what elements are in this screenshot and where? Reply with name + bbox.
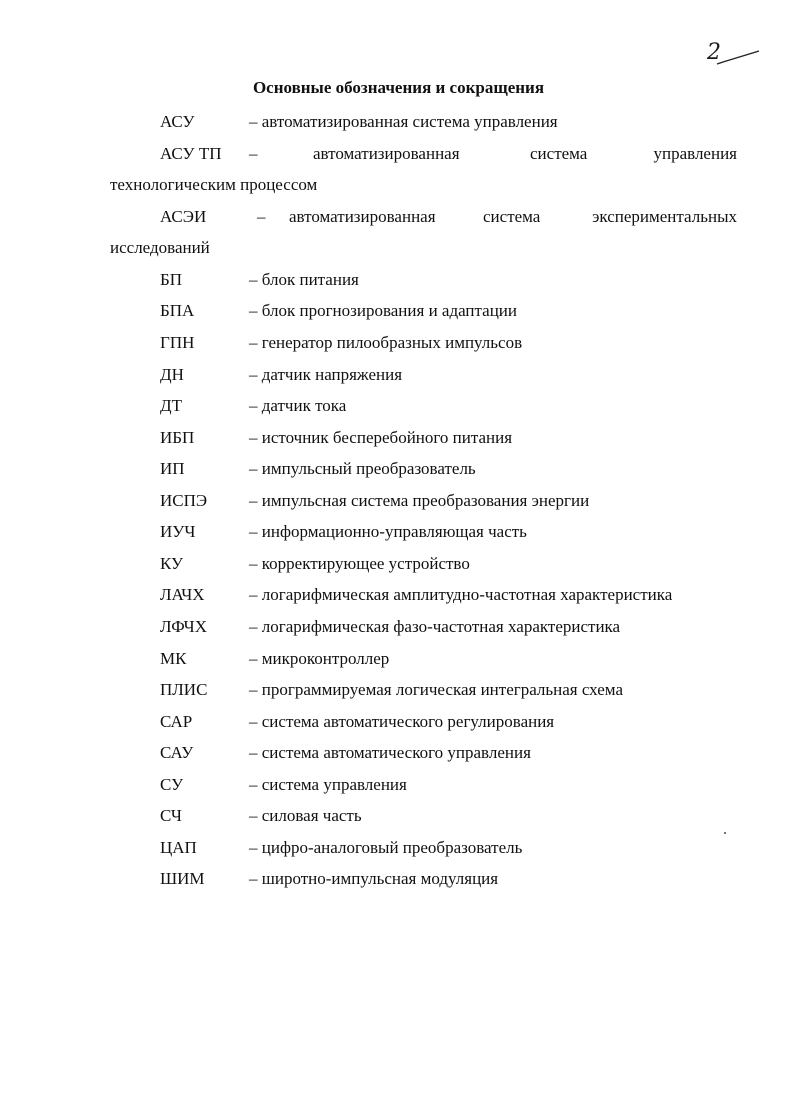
page-title: Основные обозначения и сокращения	[252, 78, 545, 97]
definition-word: автоматизированная	[313, 144, 460, 163]
abbreviation-definition: – цифро-аналоговый преобразователь	[249, 838, 523, 857]
abbreviation-definition: – система автоматического управления	[249, 743, 531, 762]
abbreviation-definition: – система автоматического регулирования	[249, 712, 555, 731]
abbreviation-term: САУ	[160, 743, 194, 762]
abbreviation-definition: – источник бесперебойного питания	[249, 428, 513, 447]
abbreviation-term: ПЛИС	[160, 680, 208, 699]
abbreviation-term: САР	[160, 712, 193, 731]
abbreviation-definition: – микроконтроллер	[249, 649, 390, 668]
abbreviation-term: АСЭИ	[160, 207, 207, 226]
abbreviation-entry-wrapped	[160, 205, 737, 229]
abbreviation-term: ИУЧ	[160, 522, 196, 541]
abbreviation-term: ШИМ	[160, 869, 205, 888]
abbreviation-term: ЛФЧХ	[160, 617, 207, 636]
definition-word: управления	[653, 144, 737, 163]
abbreviation-definition: – информационно-управляющая часть	[249, 522, 527, 541]
definition-word: система	[530, 144, 588, 163]
abbreviation-term: КУ	[160, 554, 184, 573]
definition-continuation: технологическим процессом	[110, 175, 318, 194]
abbreviation-definition: – генератор пилообразных импульсов	[249, 333, 523, 352]
abbreviation-term: АСУ ТП	[160, 144, 222, 163]
abbreviation-term: СЧ	[160, 806, 182, 825]
abbreviation-definition: – силовая часть	[249, 806, 362, 825]
abbreviation-definition: – широтно-импульсная модуляция	[249, 869, 499, 888]
abbreviation-definition: – программируемая логическая интегральная схема	[249, 680, 623, 699]
definition-word: система	[483, 207, 541, 226]
abbreviation-term: ДТ	[160, 396, 182, 415]
abbreviation-term: ИБП	[160, 428, 195, 447]
abbreviation-definition: – датчик напряжения	[249, 365, 403, 384]
abbreviation-term: ИП	[160, 459, 185, 478]
abbreviation-definition: – датчик тока	[249, 396, 347, 415]
definition-continuation: исследований	[110, 238, 210, 257]
abbreviation-definition: – автоматизированная система управления	[249, 112, 558, 131]
abbreviation-definition: – логарифмическая фазо-частотная характеристика	[249, 617, 621, 636]
definition-dash: –	[257, 207, 266, 226]
abbreviation-term: ЦАП	[160, 838, 197, 857]
page-number-digit: 2	[707, 40, 721, 65]
abbreviation-term: СУ	[160, 775, 184, 794]
abbreviation-definition: – блок прогнозирования и адаптации	[249, 301, 517, 320]
abbreviation-definition: – система управления	[249, 775, 407, 794]
scan-speck	[724, 832, 726, 834]
abbreviation-definition: – импульсная система преобразования энергии	[249, 491, 590, 510]
definition-word: автоматизированная	[289, 207, 436, 226]
abbreviation-definition: – блок питания	[249, 270, 359, 289]
abbreviation-term: АСУ	[160, 112, 195, 131]
abbreviation-term: ГПН	[160, 333, 195, 352]
abbreviation-term: ИСПЭ	[160, 491, 208, 510]
abbreviation-entry-wrapped	[160, 142, 737, 166]
abbreviation-term: МК	[160, 649, 187, 668]
abbreviation-definition: – корректирующее устройство	[249, 554, 470, 573]
definition-word: экспериментальных	[592, 207, 737, 226]
abbreviation-term: БПА	[160, 301, 195, 320]
handwritten-page-number	[703, 38, 763, 72]
page-number-underline	[703, 38, 763, 72]
abbreviation-definition: – логарифмическая амплитудно-частотная характеристика	[249, 585, 673, 604]
definition-dash: –	[249, 144, 258, 163]
abbreviation-term: ЛАЧХ	[160, 585, 205, 604]
abbreviation-term: БП	[160, 270, 183, 289]
abbreviation-term: ДН	[160, 365, 184, 384]
abbreviation-definition: – импульсный преобразователь	[249, 459, 476, 478]
